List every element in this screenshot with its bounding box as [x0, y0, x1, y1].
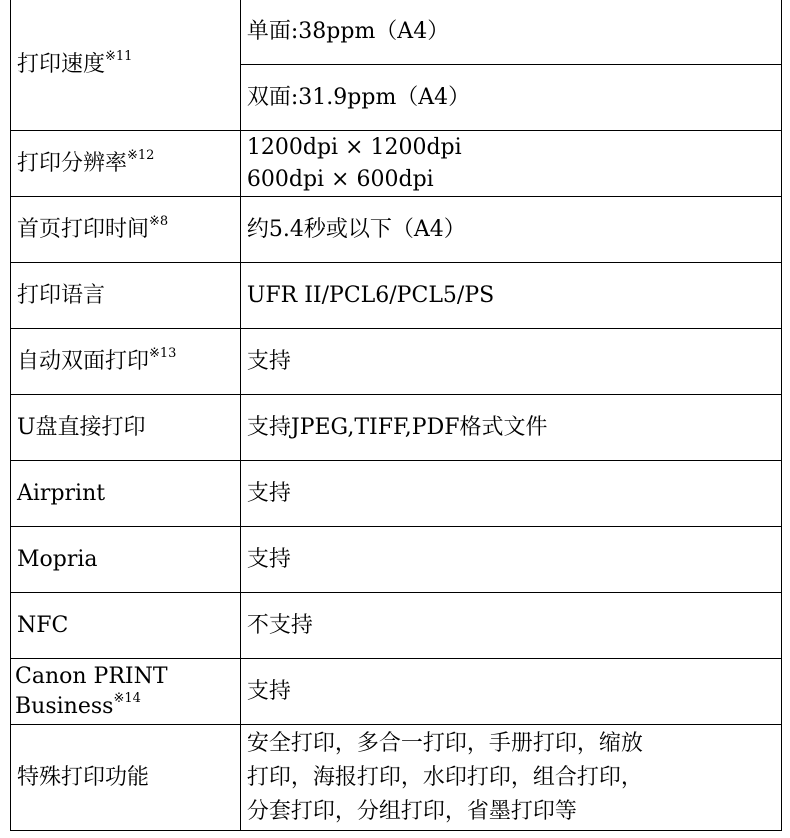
- table-row: [11, 527, 782, 593]
- table-row: [11, 395, 782, 461]
- label-cell-special-functions: [11, 725, 241, 831]
- value-line: 分套打印，分组打印，省墨打印等: [246, 798, 577, 824]
- footnote-mark: ※8: [149, 213, 169, 229]
- label-text: Mopria: [17, 546, 98, 572]
- label-text: Business: [15, 693, 114, 719]
- label-cell-resolution: [11, 131, 241, 197]
- value-cell: 支持: [240, 329, 781, 395]
- label-text: 首页打印时间: [17, 216, 150, 242]
- value-line: 1200dpi × 1200dpi: [246, 134, 462, 160]
- footnote-mark: ※12: [127, 147, 155, 163]
- value-cell: UFR II/PCL6/PCL5/PS: [240, 263, 781, 329]
- table-row: [11, 461, 782, 527]
- label-cell-first-page: [11, 197, 241, 263]
- label-text: 打印速度: [17, 51, 106, 77]
- label-text: 打印分辨率: [17, 150, 128, 176]
- table-row: [11, 659, 782, 725]
- table-row: [11, 197, 782, 263]
- value-cell: 支持JPEG,TIFF,PDF格式文件: [240, 395, 781, 461]
- table-row: [11, 0, 782, 65]
- label-cell-nfc: [11, 593, 241, 659]
- footnote-mark: ※13: [149, 345, 177, 361]
- spec-table: [10, 0, 782, 831]
- footnote-mark: ※11: [105, 48, 133, 64]
- footnote-mark: ※14: [113, 690, 141, 706]
- value-cell: 支持: [240, 659, 781, 725]
- label-cell-print-speed: [11, 0, 241, 131]
- label-text: 特殊打印功能: [17, 764, 150, 790]
- label-text: Canon PRINT: [15, 663, 168, 689]
- label-cell-mopria: [11, 527, 241, 593]
- value-cell: [240, 725, 781, 831]
- value-cell: 支持: [240, 461, 781, 527]
- value-line: 安全打印，多合一打印，手册打印，缩放: [246, 730, 643, 756]
- label-text: 自动双面打印: [17, 348, 150, 374]
- table-row: [11, 263, 782, 329]
- label-cell-airprint: [11, 461, 241, 527]
- label-text: NFC: [17, 612, 69, 638]
- label-cell-canon-print-business: [11, 659, 241, 725]
- value-cell: 单面:38ppm（A4）: [240, 0, 781, 65]
- value-cell: 不支持: [240, 593, 781, 659]
- value-line: 打印，海报打印，水印打印，组合打印，: [246, 764, 643, 790]
- label-text: U盘直接打印: [17, 414, 146, 440]
- table-row: [11, 131, 782, 197]
- table-row: [11, 725, 782, 831]
- label-text: 打印语言: [17, 282, 106, 308]
- value-line: 600dpi × 600dpi: [246, 166, 434, 192]
- value-cell: 支持: [240, 527, 781, 593]
- table-row: [11, 593, 782, 659]
- label-cell-usb-print: [11, 395, 241, 461]
- label-cell-print-language: [11, 263, 241, 329]
- label-text: Airprint: [17, 480, 106, 506]
- label-cell-auto-duplex: [11, 329, 241, 395]
- value-cell: 双面:31.9ppm（A4）: [240, 65, 781, 131]
- value-cell: [240, 131, 781, 197]
- table-row: [11, 329, 782, 395]
- value-cell: 约5.4秒或以下（A4）: [240, 197, 781, 263]
